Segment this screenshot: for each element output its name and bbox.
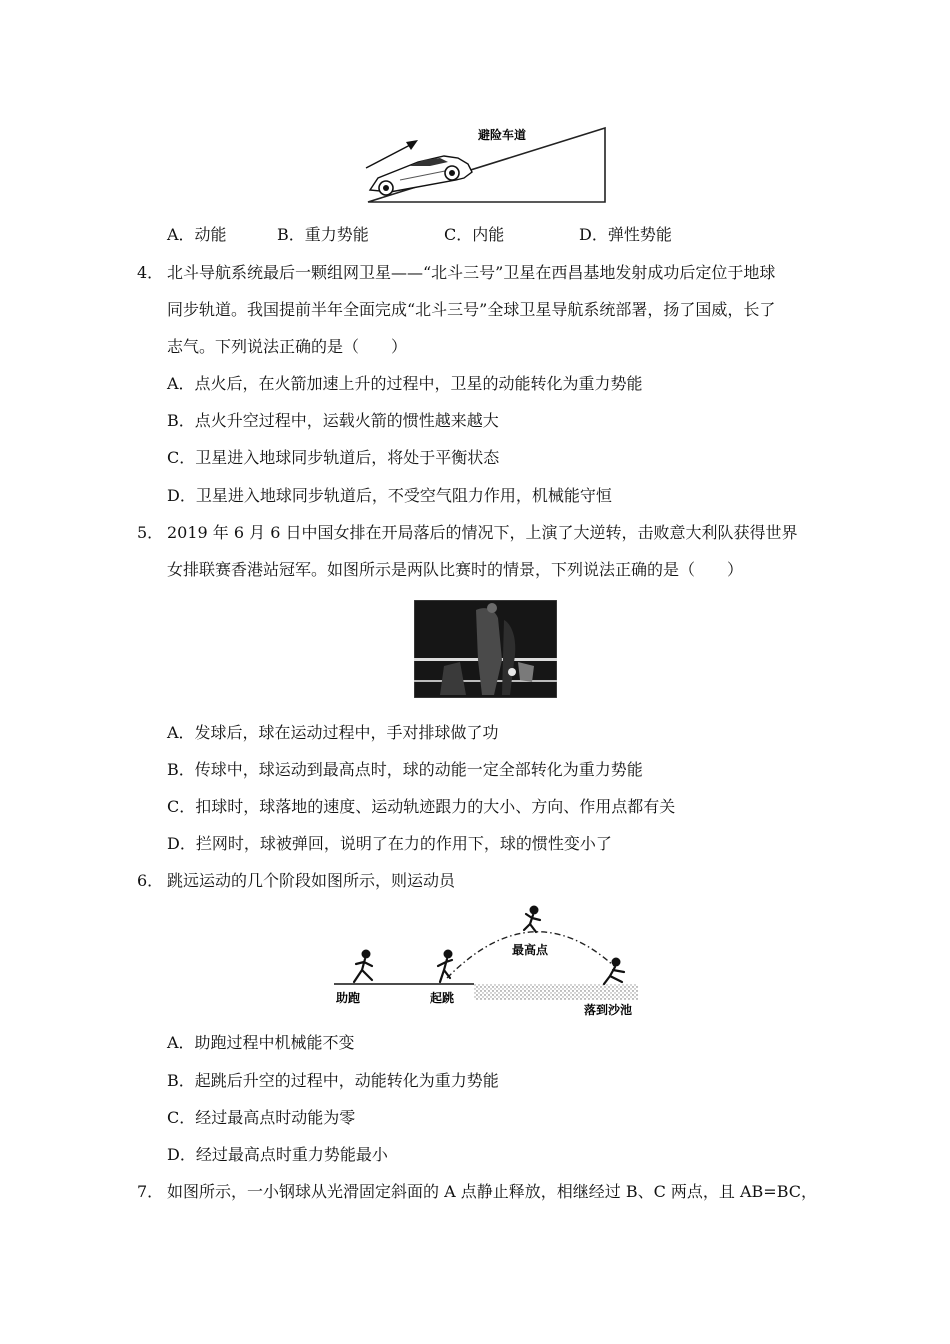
q3-option-b[interactable]: B．重力势能 (277, 225, 369, 244)
q6-option-c[interactable]: C．经过最高点时动能为零 (167, 1108, 356, 1127)
q7-number: 7． (137, 1182, 164, 1201)
landing-jumper-icon (604, 958, 624, 985)
label-takeoff: 起跳 (430, 991, 455, 1005)
q4-option-a[interactable]: A．点火后，在火箭加速上升的过程中，卫星的动能转化为重力势能 (167, 374, 643, 393)
takeoff-jumper-icon (438, 950, 453, 983)
q5-option-b[interactable]: B．传球中，球运动到最高点时，球的动能一定全部转化为重力势能 (167, 760, 643, 779)
q4-stem-line-3: 志气。下列说法正确的是（ ） (167, 337, 408, 356)
airborne-jumper-icon (524, 906, 540, 933)
q4-option-c[interactable]: C．卫星进入地球同步轨道后，将处于平衡状态 (167, 448, 500, 467)
long-jump-figure (332, 902, 642, 1018)
q4-number: 4． (137, 263, 164, 282)
q5-option-a[interactable]: A．发球后，球在运动过程中，手对排球做了功 (167, 723, 499, 742)
q6-option-b[interactable]: B．起跳后升空的过程中，动能转化为重力势能 (167, 1071, 499, 1090)
q3-option-d[interactable]: D．弹性势能 (579, 225, 672, 244)
q3-option-a[interactable]: A．动能 (167, 225, 227, 244)
ramp-label: 避险车道 (478, 128, 527, 142)
q6-option-a[interactable]: A．助跑过程中机械能不变 (167, 1033, 355, 1052)
ramp-figure (360, 120, 610, 206)
label-landing: 落到沙池 (584, 1003, 633, 1017)
label-run-up: 助跑 (336, 991, 361, 1005)
q3-option-c[interactable]: C．内能 (444, 225, 505, 244)
q4-stem-line-2: 同步轨道。我国提前半年全面完成“北斗三号”全球卫星导航系统部署，扬了国威，长了 (167, 300, 776, 319)
q6-number: 6． (137, 871, 164, 890)
q4-option-b[interactable]: B．点火升空过程中，运载火箭的惯性越来越大 (167, 411, 499, 430)
q5-stem-line-2: 女排联赛香港站冠军。如图所示是两队比赛时的情景，下列说法正确的是（ ） (167, 560, 744, 579)
q6-stem-line-1: 跳远运动的几个阶段如图所示，则运动员 (167, 871, 456, 890)
sand-pit (474, 984, 638, 1000)
q7-stem-line-1: 如图所示，一小钢球从光滑固定斜面的 A 点静止释放，相继经过 B、C 两点，且 AB=BC， (167, 1182, 818, 1201)
volleyball-photo (414, 600, 557, 698)
q4-stem-line-1: 北斗导航系统最后一颗组网卫星——“北斗三号”卫星在西昌基地发射成功后定位于地球 (167, 263, 776, 282)
motion-arrow (366, 144, 412, 168)
q3-options (167, 225, 767, 245)
q6-option-d[interactable]: D．经过最高点时重力势能最小 (167, 1145, 388, 1164)
arrow-head-icon (406, 140, 418, 150)
runner-icon (354, 950, 372, 983)
q5-option-d[interactable]: D．拦网时，球被弹回，说明了在力的作用下，球的惯性变小了 (167, 834, 612, 853)
q5-option-c[interactable]: C．扣球时，球落地的速度、运动轨迹跟力的大小、方向、作用点都有关 (167, 797, 676, 816)
q5-stem-line-1: 2019 年 6 月 6 日中国女排在开局落后的情况下，上演了大逆转，击败意大利队获得世界 (167, 523, 798, 542)
q5-number: 5． (137, 523, 164, 542)
q4-option-d[interactable]: D．卫星进入地球同步轨道后，不受空气阻力作用，机械能守恒 (167, 486, 612, 505)
label-highest: 最高点 (512, 943, 549, 957)
